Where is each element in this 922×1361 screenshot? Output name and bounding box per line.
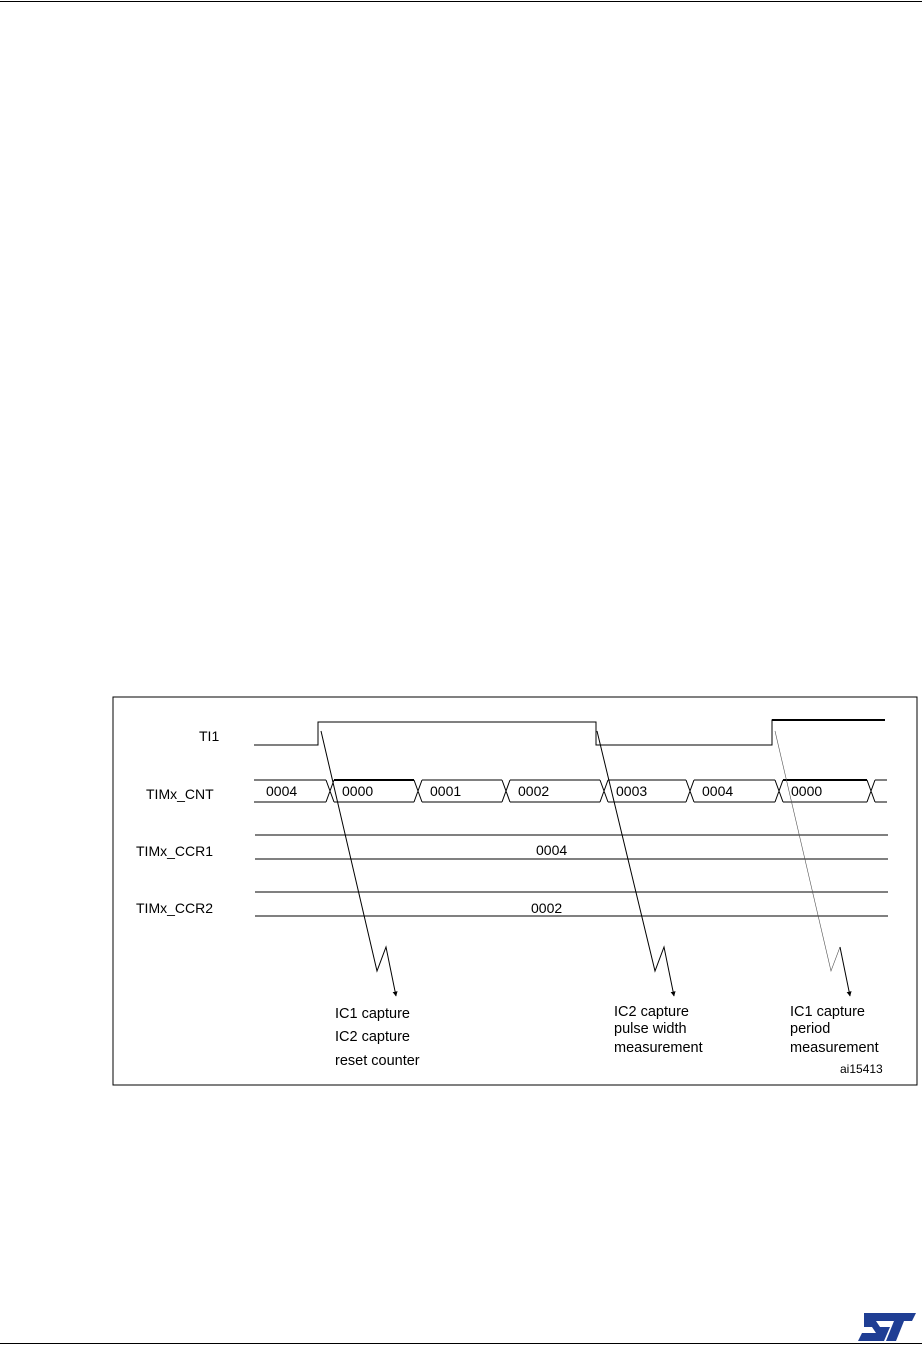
cnt-value: 0003 [616, 783, 648, 799]
ccr1-value: 0004 [536, 842, 568, 858]
note-ic2-capture-2: IC2 capture [614, 1004, 689, 1020]
note-measurement-2: measurement [614, 1040, 703, 1056]
label-timx-cnt: TIMx_CNT [146, 786, 214, 802]
cnt-value: 0001 [430, 783, 462, 799]
arrow-ic1-ic2-capture [321, 731, 396, 996]
arrow-ic2-capture [597, 731, 674, 996]
note-period: period [790, 1021, 831, 1037]
cnt-value: 0000 [791, 783, 823, 799]
cnt-value: 0004 [266, 783, 298, 799]
label-ti1: TI1 [199, 728, 220, 744]
note-reset-counter: reset counter [335, 1053, 420, 1069]
note-ic1-capture-3: IC1 capture [790, 1004, 865, 1020]
ti1-waveform [254, 720, 885, 745]
cnt-value: 0002 [518, 783, 550, 799]
figure-reference: ai15413 [840, 1062, 883, 1076]
note-ic2-capture-1: IC2 capture [335, 1029, 410, 1045]
cnt-values [266, 783, 822, 799]
cnt-value: 0004 [702, 783, 734, 799]
note-pulse-width: pulse width [614, 1021, 687, 1037]
arrow-ic1-period [775, 731, 840, 971]
ccr2-value: 0002 [531, 900, 563, 916]
note-ic1-capture-1: IC1 capture [335, 1006, 410, 1022]
cnt-value: 0000 [342, 783, 374, 799]
st-logo [858, 1313, 916, 1341]
note-measurement-3: measurement [790, 1040, 879, 1056]
arrow-ic1-period-tip [840, 947, 850, 996]
label-timx-ccr2: TIMx_CCR2 [136, 900, 214, 916]
label-timx-ccr1: TIMx_CCR1 [136, 843, 214, 859]
